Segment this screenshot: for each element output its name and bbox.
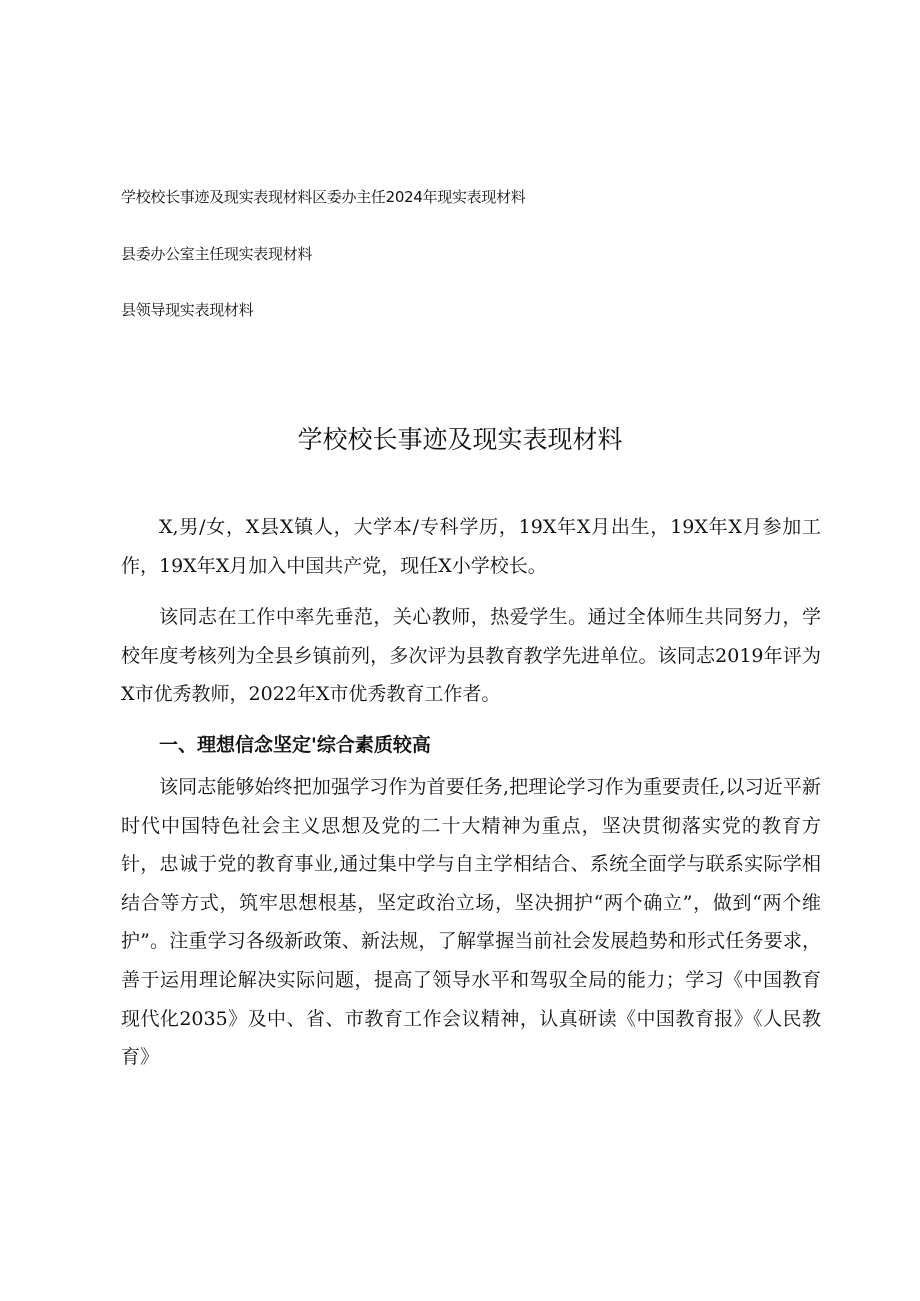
paragraph-achievements: [121, 598, 821, 714]
toc-item-1[interactable]: 学校校长事迹及现实表现材料区委办主任2024年现实表现材料: [121, 188, 526, 206]
document-title: 学校校长事迹及现实表现材料: [297, 425, 623, 454]
section-heading-text: 一、理想信念坚定'综合素质较高: [159, 734, 431, 756]
paragraph-section-1: [121, 768, 821, 1077]
paragraph-text: 该同志在工作中率先垂范，关心教师，热爱学生。通过全体师生共同努力，学校年度考核列为全县乡镇前列，多次评为县教育教学先进单位。该同志2019年评为X市优秀教师，2022年X市优秀教育工作者。: [121, 606, 821, 706]
paragraph-intro: [121, 508, 821, 585]
paragraph-text: 该同志能够始终把加强学习作为首要任务,把理论学习作为重要责任,以习近平新时代中国特色社会主义思想及党的二十大精神为重点，坚决贯彻落实党的教育方针，忠诚于党的教育事业,通过集中学与自主学相结合、系统全面学与联系实际学相结合等方式，筑牢思想根基，坚定政治立场，坚决拥护“两个确立”，做到“两个维护”。注重学习各级新政策、新法规，了解掌握当前社会发展趋势和形式任务要求，善于运用理论解决实际问题，提高了领导水平和驾驭全局的能力；学习《中国教育现代化2035》及中、省、市教育工作会议精神，认真研读《中国教育报》《人民教育》: [121, 776, 821, 1069]
section-heading: [121, 726, 821, 765]
toc-item-2[interactable]: 县委办公室主任现实表现材料: [121, 245, 313, 263]
paragraph-text: X,男/女，X县X镇人，大学本/专科学历，19X年X月出生，19X年X月参加工作，19X年X月加入中国共产党，现任X小学校长。: [121, 516, 821, 577]
toc-item-3[interactable]: 县领导现实表现材料: [121, 301, 254, 319]
